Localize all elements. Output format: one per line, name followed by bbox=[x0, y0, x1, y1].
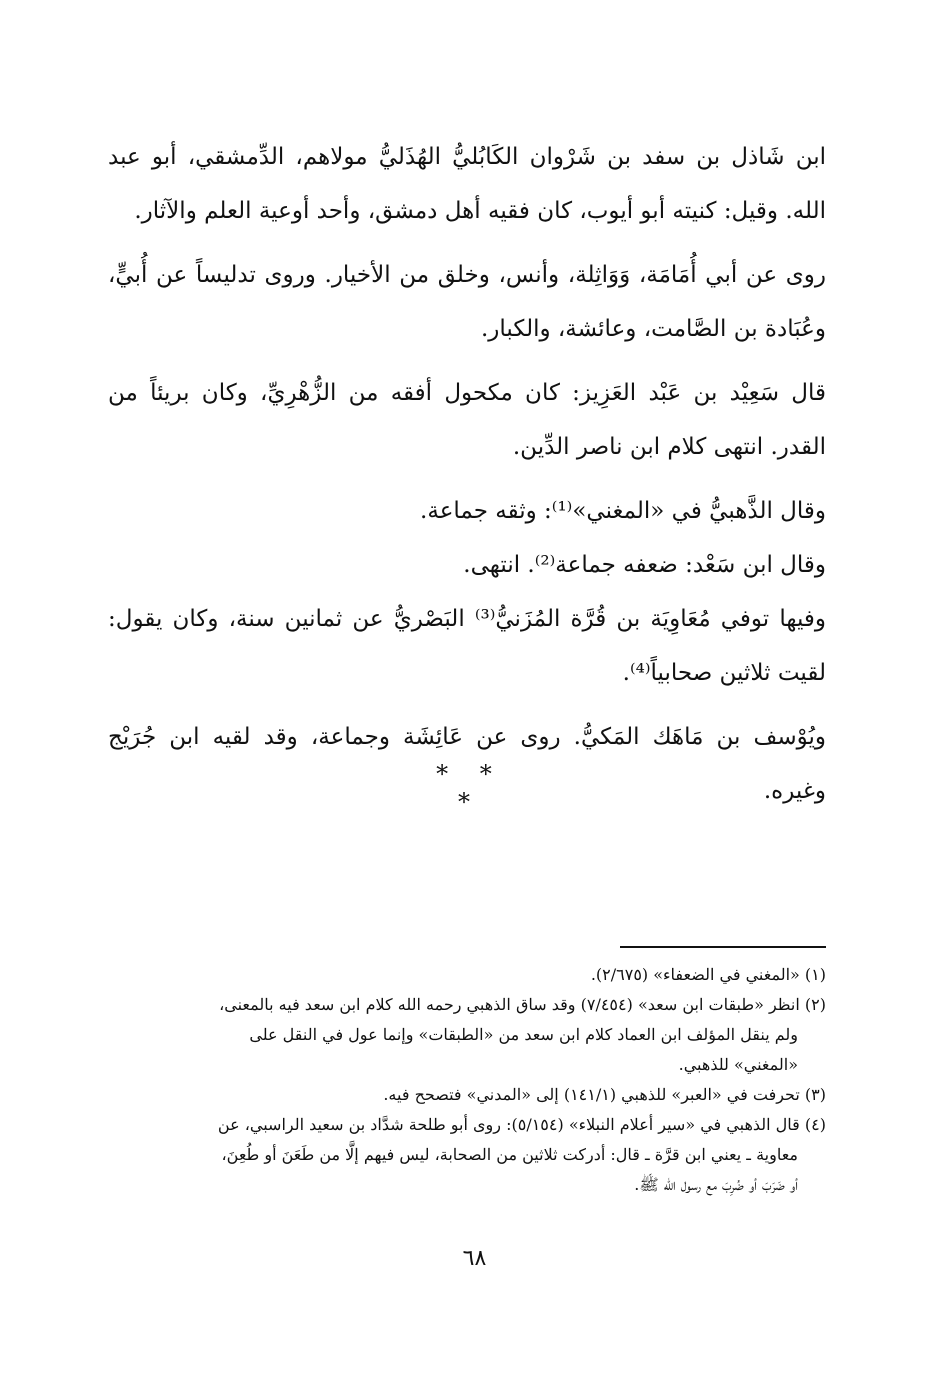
footnote-1 bbox=[108, 960, 826, 990]
paragraph-7: ويُوْسف بن مَاهَك المَكيُّ. روى عن عَائِشَة وجماعة، وقد لقيه ابن جُرَيْج وغيره. bbox=[108, 724, 826, 804]
footnote-divider bbox=[620, 946, 826, 948]
footnote-4-line-1: (٤) قال الذهبي في «سير أعلام النبلاء» (٥/١٥٤): روى أبو طلحة شدَّاد بن سعيد الراسبي، عن bbox=[217, 1115, 826, 1134]
footnote-2-line-2: ولم ينقل المؤلف ابن العماد كلام ابن سعد من «الطبقات» وإنما عول في النقل على bbox=[249, 1025, 798, 1044]
paragraph-2: روى عن أبي أُمَامَة، وَوَاثِلة، وأنس، وخلق من الأخيار. وروى تدليساً عن أُبيٍّ، وعُبَادة بن الصَّامت، وعائشة، والكبار. bbox=[108, 262, 826, 342]
paragraph-4: وقال الذَّهبيُّ في «المغني»⁽¹⁾: وثقه جماعة. bbox=[420, 498, 826, 524]
footnote-4-line-2: معاوية ـ يعني ابن قرَّة ـ قال: أدركت ثلاثين من الصحابة، ليس فيهم إلَّا من طَعَنَ أو طُعِنَ، bbox=[221, 1145, 798, 1164]
paragraph-5: وقال ابن سَعْد: ضعفه جماعة⁽²⁾. انتهى. bbox=[463, 552, 826, 578]
footnote-2 bbox=[108, 990, 826, 1080]
footnote-1-text: (١) «المغني في الضعفاء» (٢/٦٧٥). bbox=[590, 965, 826, 984]
paragraph-6: وفيها توفي مُعَاوِيَة بن قُرَّة المُزَنيُّ⁽³⁾ البَصْريُّ عن ثمانين سنة، وكان يقول: لقيت ثلاثين صحابياً⁽⁴⁾. bbox=[108, 606, 826, 686]
footnote-3-text: (٣) تحرفت في «العبر» للذهبي (١٤١/١) إلى «المدني» فتصحح فيه. bbox=[383, 1085, 826, 1104]
paragraph-1: ابن شَاذل بن سفد بن شَرْوان الكَابُليُّ الهُذَليُّ مولاهم، الدِّمشقي، أبو عبد الله. وقيل: كنيته أبو أيوب، كان فقيه أهل دمشق، وأحد أوعية العلم والآثار. bbox=[108, 144, 826, 224]
footnote-4 bbox=[108, 1110, 826, 1200]
footnote-3 bbox=[108, 1080, 826, 1110]
footnote-2-line-1: (٢) انظر «طبقات ابن سعد» (٧/٤٥٤) وقد ساق الذهبي رحمه الله كلام ابن سعد فيه بالمعنى، bbox=[219, 995, 826, 1014]
page-number: ٦٨ bbox=[462, 1246, 487, 1271]
footnote-2-line-3: «المغني» للذهبي. bbox=[678, 1055, 798, 1074]
paragraph-3: قال سَعِيْد بن عَبْد العَزِيز: كان مكحول أفقه من الزُّهْرِيِّ، وكان بريئاً من القدر. انتهى كلام ابن ناصر الدِّين. bbox=[108, 380, 826, 460]
footnotes bbox=[108, 960, 826, 1200]
footnote-4-line-3: أو ضَرَبَ أو ضُرِبَ مع رسول الله ﷺ. bbox=[634, 1175, 798, 1194]
main-text bbox=[108, 130, 826, 828]
section-separator: * * * bbox=[436, 760, 504, 816]
